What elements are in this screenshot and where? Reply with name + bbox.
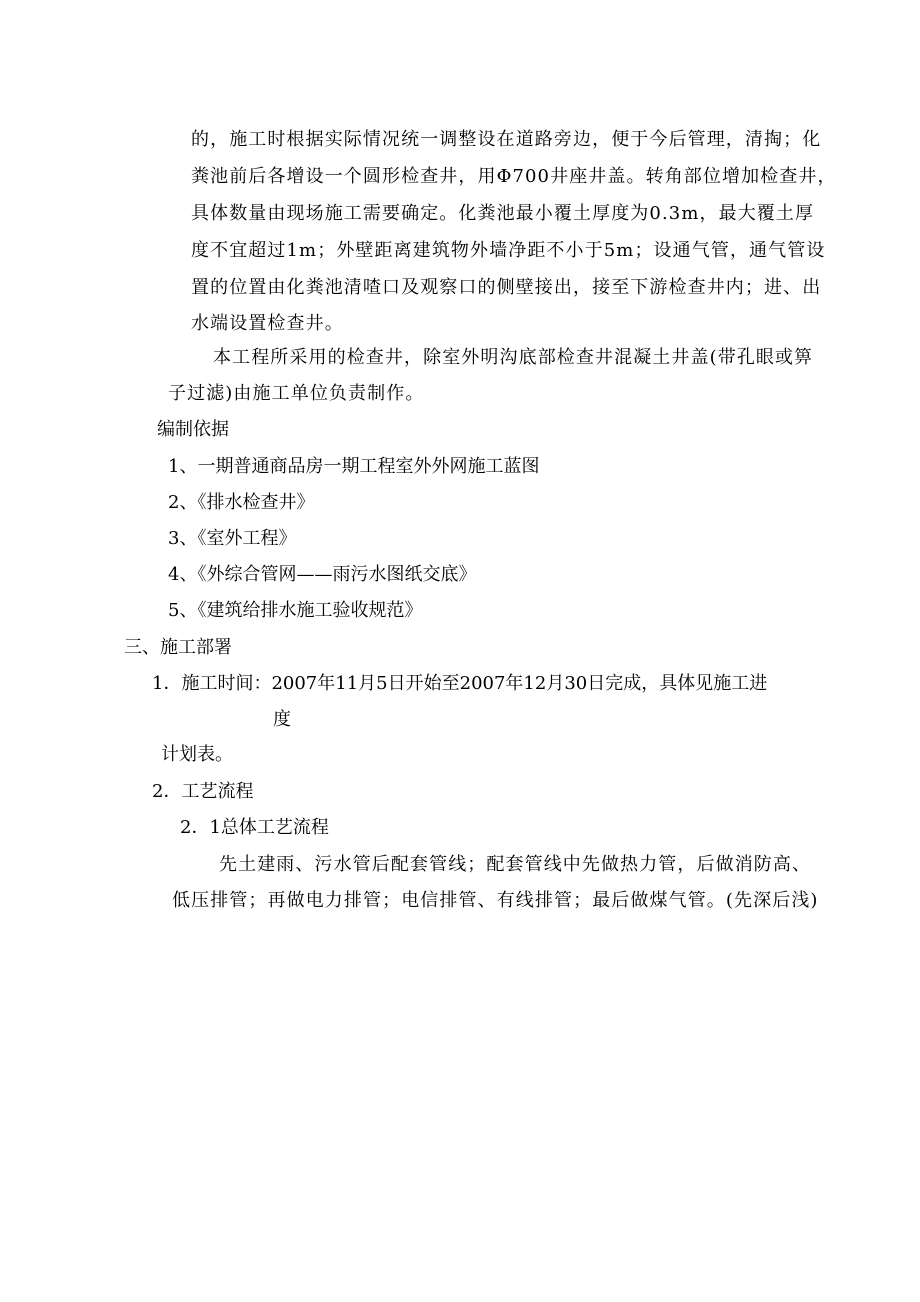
section-item: 2．工艺流程 xyxy=(152,781,254,802)
paragraph-line: 先土建雨、污水管后配套管线；配套管线中先做热力管，后做消防高、 xyxy=(219,854,812,875)
paragraph-line: 子过滤)由施工单位负责制作。 xyxy=(168,383,425,404)
paragraph-line: 水端设置检查井。 xyxy=(191,313,344,334)
section-item: 1．施工时间：2007年11月5日开始至2007年12月30日完成，具体见施工进 xyxy=(152,673,768,694)
paragraph-line: 具体数量由现场施工需要确定。化粪池最小覆土厚度为0.3m，最大覆土厚 xyxy=(191,203,815,224)
subsection-heading: 2．1总体工艺流程 xyxy=(180,817,329,838)
basis-item: 5、《建筑给排水施工验收规范》 xyxy=(168,600,423,621)
basis-heading: 编制依据 xyxy=(157,419,229,440)
basis-item: 2、《排水检查井》 xyxy=(168,492,315,513)
basis-item: 3、《室外工程》 xyxy=(168,528,297,549)
basis-item: 4、《外综合管网——雨污水图纸交底》 xyxy=(168,564,477,585)
paragraph-line: 低压排管；再做电力排管；电信排管、有线排管；最后做煤气管。(先深后浅) xyxy=(172,890,819,911)
paragraph-line: 本工程所采用的检查井，除室外明沟底部检查井混凝土井盖(带孔眼或箅 xyxy=(213,347,814,368)
section-heading: 三、施工部署 xyxy=(124,637,232,658)
basis-item: 1、一期普通商品房一期工程室外外网施工蓝图 xyxy=(168,456,540,477)
paragraph-line: 置的位置由化粪池清喳口及观察口的侧壁接出，接至下游检查井内；进、出 xyxy=(191,277,822,298)
section-item-continuation: 计划表。 xyxy=(161,744,233,765)
paragraph-line: 粪池前后各增设一个圆形检查井，用Φ700井座井盖。转角部位增加检查井， xyxy=(191,166,837,187)
paragraph-line: 的，施工时根据实际情况统一调整设在道路旁边，便于今后管理，清掏；化 xyxy=(191,129,822,150)
section-item-continuation: 度 xyxy=(273,709,291,730)
paragraph-line: 度不宜超过1m；外壁距离建筑物外墙净距不小于5m；设通气管，通气管设 xyxy=(191,240,826,261)
